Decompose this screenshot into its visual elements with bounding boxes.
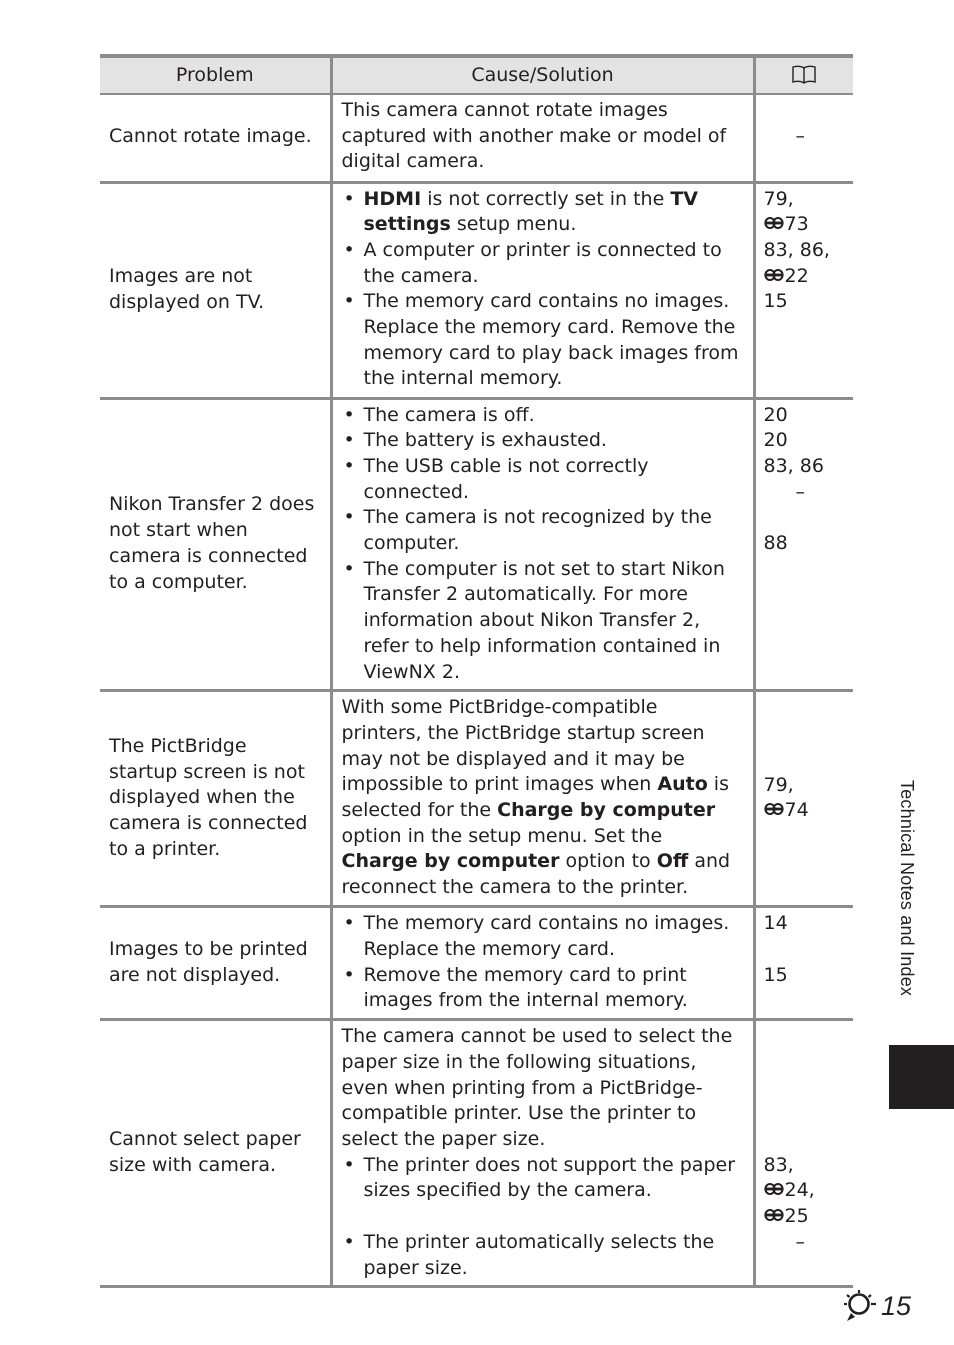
list-item-text: is not correctly set in the bbox=[421, 187, 671, 210]
list-item: • The printer does not support the paper sizes specified by the camera. bbox=[342, 1153, 744, 1204]
cause-cell bbox=[331, 398, 754, 691]
problem-cell: Images to be printed are not displayed. bbox=[100, 907, 331, 1020]
table-row bbox=[100, 398, 853, 691]
reference-section-icon bbox=[764, 802, 784, 816]
menu-option-tv-settings: TV settings bbox=[363, 187, 698, 236]
page-reference: 83, 86 bbox=[763, 454, 824, 477]
spacer bbox=[764, 505, 850, 531]
spacer bbox=[764, 1101, 850, 1127]
list-item bbox=[342, 187, 744, 238]
section-tab-marker bbox=[889, 1045, 954, 1109]
table-row bbox=[100, 691, 853, 907]
header-problem: Problem bbox=[100, 56, 331, 94]
reference-cell bbox=[754, 94, 853, 182]
list-item: • The camera is off. bbox=[342, 403, 744, 429]
list-item: • The computer is not set to start Nikon Transfer 2 automatically. For more information about Nikon Transfer 2, refer to help information contained in ViewNX 2. bbox=[342, 557, 744, 686]
page-reference bbox=[764, 1178, 850, 1204]
problem-cell: Cannot rotate image. bbox=[100, 94, 331, 182]
reference-cell bbox=[754, 691, 853, 907]
table-row bbox=[100, 1020, 853, 1287]
section-side-label: Technical Notes and Index bbox=[897, 780, 917, 997]
page-number-text: 15 bbox=[881, 1290, 912, 1321]
page-reference-number: 25 bbox=[784, 1205, 809, 1228]
cause-cell bbox=[331, 182, 754, 398]
page-reference: 14 bbox=[763, 912, 788, 935]
reference-section-icon bbox=[764, 216, 784, 230]
spacer bbox=[764, 1024, 850, 1050]
cause-cell bbox=[331, 1020, 754, 1287]
spacer bbox=[764, 1076, 850, 1102]
reference-dash: – bbox=[795, 480, 805, 503]
list-item: • A computer or printer is connected to the camera. bbox=[342, 238, 744, 289]
page-reference: 83, 86, bbox=[763, 238, 830, 261]
cause-text: option to bbox=[559, 850, 657, 873]
page-reference: 15 bbox=[763, 290, 788, 313]
list-item: • The memory card contains no images. Replace the memory card. bbox=[342, 911, 744, 962]
page-reference bbox=[764, 212, 850, 238]
list-item: • The battery is exhausted. bbox=[342, 428, 744, 454]
list-item: • The memory card contains no images. Replace the memory card. Remove the memory card to play back images from the internal memory. bbox=[342, 289, 744, 392]
spacer bbox=[764, 937, 850, 963]
reference-section-icon bbox=[764, 268, 784, 282]
reference-cell bbox=[754, 907, 853, 1020]
page-reference: 88 bbox=[763, 532, 788, 554]
reference-cell bbox=[754, 398, 853, 691]
page-reference: 15 bbox=[763, 963, 788, 986]
menu-option-charge-by-computer: Charge by computer bbox=[497, 799, 716, 822]
spacer bbox=[764, 1127, 850, 1153]
cause-text: is selected for the bbox=[341, 773, 729, 822]
problem-cell: The PictBridge startup screen is not displayed when the camera is connected to a printer. bbox=[100, 691, 331, 907]
list-item: • Remove the memory card to print images from the internal memory. bbox=[342, 963, 744, 1014]
table-row bbox=[100, 94, 853, 182]
reference-section-icon bbox=[764, 1182, 784, 1196]
page-reference: 83, bbox=[763, 1153, 794, 1176]
table-header-row bbox=[100, 56, 853, 94]
menu-option-charge-by-computer: Charge by computer bbox=[341, 850, 560, 873]
troubleshooting-table bbox=[100, 54, 853, 1288]
header-reference bbox=[754, 56, 853, 94]
page-reference bbox=[764, 798, 850, 824]
table-row bbox=[100, 182, 853, 398]
table-row bbox=[100, 907, 853, 1020]
list-item: • The USB cable is not correctly connected. bbox=[342, 454, 744, 505]
page-reference bbox=[764, 264, 850, 290]
reference-cell bbox=[754, 182, 853, 398]
cause-cell: This camera cannot rotate images captured with another make or model of digital camera. bbox=[331, 94, 754, 182]
page-reference: 79, bbox=[763, 187, 794, 210]
page-reference bbox=[764, 1204, 850, 1230]
cause-text: option in the setup menu. Set the bbox=[341, 824, 663, 847]
page-reference-number: 22 bbox=[784, 264, 809, 287]
page-reference-number: 24, bbox=[784, 1179, 815, 1202]
cause-text: and reconnect the camera to the printer. bbox=[341, 850, 731, 899]
page-reference: 20 bbox=[763, 403, 788, 426]
cause-cell bbox=[331, 907, 754, 1020]
page-reference-number: 73 bbox=[784, 213, 809, 236]
problem-cell: Nikon Transfer 2 does not start when camera is connected to a computer. bbox=[100, 398, 331, 691]
spacer bbox=[764, 1050, 850, 1076]
cause-intro: The camera cannot be used to select the paper size in the following situations, even when printing from a PictBridge-compatible printer. Use the printer to select the paper size. bbox=[341, 1025, 733, 1151]
list-item-text: setup menu. bbox=[450, 213, 577, 236]
menu-option-hdmi: HDMI bbox=[363, 187, 422, 210]
cause-cell bbox=[331, 691, 754, 907]
book-icon bbox=[791, 64, 817, 84]
problem-cell: Images are not displayed on TV. bbox=[100, 182, 331, 398]
menu-option-off: Off bbox=[656, 850, 689, 873]
header-cause-solution: Cause/Solution bbox=[331, 56, 754, 94]
reference-section-icon bbox=[764, 1208, 784, 1222]
page-number bbox=[843, 1288, 911, 1324]
page-reference: 20 bbox=[763, 429, 788, 452]
list-item: • The camera is not recognized by the computer. bbox=[342, 505, 744, 556]
technical-notes-icon bbox=[843, 1289, 879, 1323]
problem-cell: Cannot select paper size with camera. bbox=[100, 1020, 331, 1287]
reference-cell bbox=[754, 1020, 853, 1287]
reference-dash: – bbox=[795, 1230, 805, 1253]
menu-option-auto: Auto bbox=[657, 773, 708, 796]
page-reference-number: 74 bbox=[784, 799, 809, 822]
page-reference: 79, bbox=[763, 773, 794, 796]
reference-dash: – bbox=[795, 125, 805, 148]
cause-text: With some PictBridge-compatible printers, the PictBridge startup screen may not be displayed and it may be impossible to print images when bbox=[341, 696, 705, 796]
list-item: • The printer automatically selects the paper size. bbox=[342, 1230, 744, 1281]
